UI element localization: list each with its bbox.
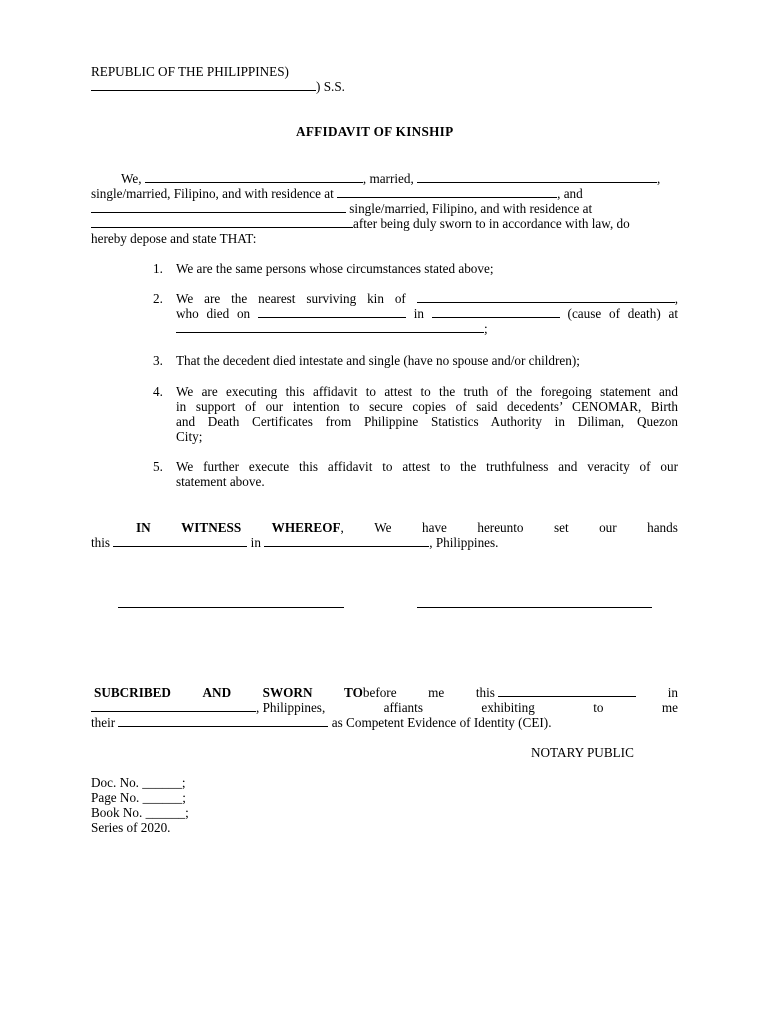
name-blank-2 bbox=[417, 171, 657, 183]
item-2-semicolon: ; bbox=[484, 321, 488, 336]
id-blank bbox=[118, 715, 328, 727]
item-2-text-d: (cause of death) at bbox=[567, 306, 679, 321]
jurat-line-1 bbox=[94, 685, 678, 700]
place-of-death-blank bbox=[432, 306, 560, 318]
witness-whereof-group bbox=[272, 520, 344, 535]
jurat-to-2: to bbox=[593, 700, 604, 715]
intro-line-1 bbox=[121, 171, 660, 186]
item-5-line-2: statement above. bbox=[176, 474, 265, 489]
witness-in-2: in bbox=[250, 535, 261, 550]
jurat-and: AND bbox=[202, 685, 232, 700]
jurat-this-group bbox=[476, 685, 636, 700]
republic-header bbox=[91, 64, 289, 79]
witness-line-1 bbox=[136, 520, 678, 535]
date-of-death-blank bbox=[258, 306, 406, 318]
doc-no: Doc. No. ______; bbox=[91, 775, 186, 790]
jurat-to: TO bbox=[344, 685, 363, 700]
witness-date-blank bbox=[113, 535, 247, 547]
witness-whereof: WHEREOF bbox=[271, 520, 341, 535]
item-5-number: 5. bbox=[153, 459, 163, 474]
affiant-signature-line-2 bbox=[417, 607, 652, 608]
republic-text: REPUBLIC OF THE PHILIPPINES) bbox=[91, 64, 289, 79]
names-blank bbox=[145, 171, 363, 183]
witness-comma: , bbox=[340, 520, 344, 535]
death-location-blank bbox=[176, 321, 484, 333]
book-no: Book No. ______; bbox=[91, 805, 189, 820]
item-3-number: 3. bbox=[153, 353, 163, 368]
and-text: , and bbox=[557, 186, 583, 201]
item-2-text-a: We are the nearest surviving kin of bbox=[176, 291, 406, 306]
witness-philippines: , Philippines. bbox=[429, 535, 499, 550]
jurat-line-3 bbox=[91, 715, 552, 730]
ss-text: ) S.S. bbox=[316, 79, 345, 94]
item-4-line-1: We are executing this affidavit to attest to the truth of the foregoing statement and bbox=[176, 384, 678, 399]
jurat-me-2: me bbox=[661, 700, 678, 715]
intro-line-3 bbox=[91, 201, 592, 216]
item-2-comma: , bbox=[674, 291, 679, 306]
residence-blank-1 bbox=[337, 186, 557, 198]
affiant-signature-line-1 bbox=[118, 607, 344, 608]
witness-in: IN bbox=[136, 520, 151, 535]
jurat-cei: as Competent Evidence of Identity (CEI). bbox=[328, 715, 552, 730]
witness-witness: WITNESS bbox=[181, 520, 242, 535]
sworn-text: after being duly sworn to in accordance with law, do bbox=[353, 216, 630, 231]
item-1-number: 1. bbox=[153, 261, 163, 276]
item-4-line-2: in support of our intention to secure copies of said decedents’ CENOMAR, Birth bbox=[176, 399, 678, 414]
civil-status-text-2: single/married, Filipino, and with residence at bbox=[346, 201, 593, 216]
comma-text: , bbox=[657, 171, 661, 186]
name-blank-3 bbox=[91, 201, 346, 213]
witness-word-our: our bbox=[599, 520, 617, 535]
jurat-affiants: affiants bbox=[383, 700, 423, 715]
jurat-place-group bbox=[91, 700, 325, 715]
item-1-text: We are the same persons whose circumstances stated above; bbox=[176, 261, 494, 276]
residence-blank-2 bbox=[91, 216, 353, 228]
page-no: Page No. ______; bbox=[91, 790, 186, 805]
married-text: , married, bbox=[362, 171, 414, 186]
witness-word-set: set bbox=[553, 520, 569, 535]
jurat-before: before bbox=[362, 685, 397, 700]
item-5-line-1: We further execute this affidavit to attest to the truthfulness and veracity of our bbox=[176, 459, 678, 474]
venue-blank bbox=[91, 79, 316, 91]
intro-line-2 bbox=[91, 186, 583, 201]
jurat-their: their bbox=[91, 715, 116, 730]
jurat-in: in bbox=[667, 685, 678, 700]
item-2-number: 2. bbox=[153, 291, 163, 306]
witness-word-hereunto: hereunto bbox=[477, 520, 524, 535]
jurat-me: me bbox=[428, 685, 445, 700]
witness-this: this bbox=[91, 535, 111, 550]
witness-word-have: have bbox=[422, 520, 447, 535]
jurat-subcribed: SUBCRIBED bbox=[94, 685, 171, 700]
item-2-line-1 bbox=[176, 291, 678, 306]
we-text: We, bbox=[121, 171, 142, 186]
jurat-this: this bbox=[475, 685, 495, 700]
item-4-number: 4. bbox=[153, 384, 163, 399]
jurat-to-before-group bbox=[344, 685, 397, 700]
item-2-text-c: in bbox=[413, 306, 424, 321]
jurat-exhibiting: exhibiting bbox=[481, 700, 535, 715]
item-3-text: That the decedent died intestate and single (have no spouse and/or children); bbox=[176, 353, 580, 368]
jurat-place-blank bbox=[91, 700, 256, 712]
item-4-line-4: City; bbox=[176, 429, 203, 444]
notary-public-label: NOTARY PUBLIC bbox=[531, 745, 634, 760]
jurat-sworn: SWORN bbox=[262, 685, 313, 700]
document-title: AFFIDAVIT OF KINSHIP bbox=[296, 124, 454, 139]
item-2-line-3 bbox=[176, 321, 488, 336]
witness-line-2 bbox=[91, 535, 498, 550]
witness-word-we: We bbox=[374, 520, 392, 535]
witness-word-hands: hands bbox=[647, 520, 678, 535]
series-year: Series of 2020. bbox=[91, 820, 171, 835]
jurat-date-blank bbox=[498, 685, 636, 697]
item-2-line-2 bbox=[176, 306, 678, 321]
item-4-line-3: and Death Certificates from Philippine Statistics Authority in Diliman, Quezon bbox=[176, 414, 678, 429]
intro-line-5: hereby depose and state THAT: bbox=[91, 231, 257, 246]
civil-status-text: single/married, Filipino, and with residence at bbox=[91, 186, 334, 201]
jurat-line-2 bbox=[91, 700, 678, 715]
item-2-text-b: who died on bbox=[176, 306, 251, 321]
decedent-name-blank bbox=[417, 291, 675, 303]
jurat-philippines: , Philippines, bbox=[256, 700, 326, 715]
ss-line bbox=[91, 79, 345, 94]
witness-place-blank bbox=[264, 535, 429, 547]
intro-line-4 bbox=[91, 216, 630, 231]
